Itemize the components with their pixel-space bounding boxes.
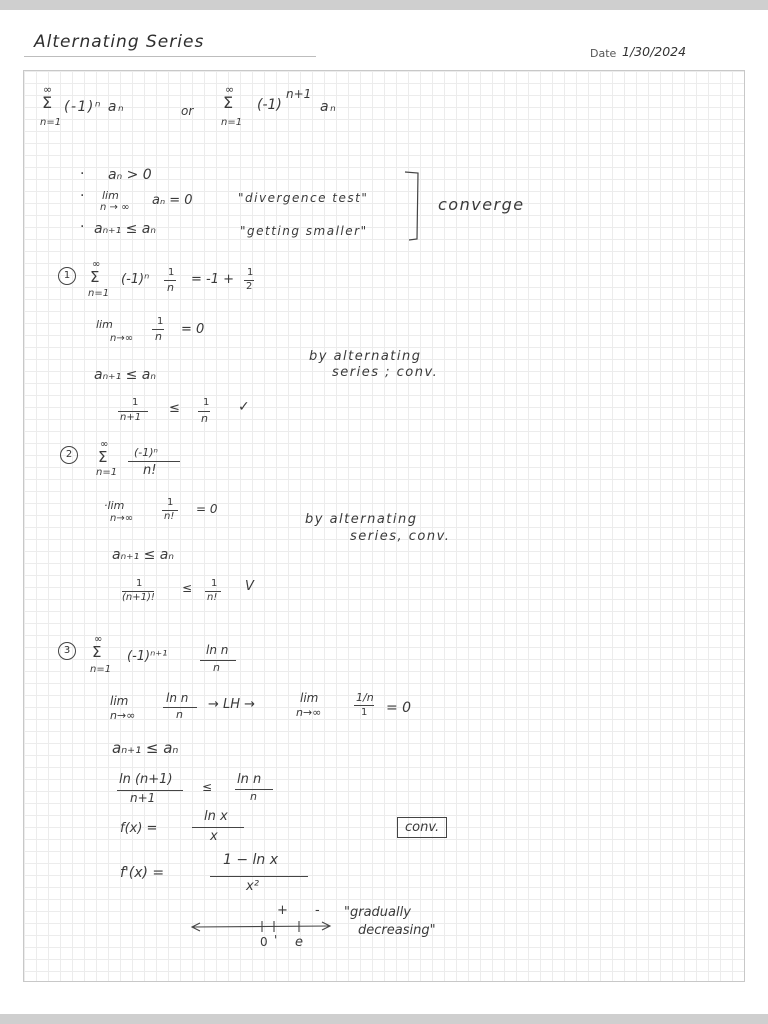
ex2-cmp-left-den: (n+1)! xyxy=(122,592,155,603)
ex1-expansion-num: 1 xyxy=(247,267,254,278)
ex3-compare: aₙ₊₁ ≤ aₙ xyxy=(112,739,179,757)
ex3-lim-den: n xyxy=(176,708,183,721)
ex3-conv-box: conv. xyxy=(397,817,447,838)
condition-lim: lim xyxy=(102,189,119,202)
ex1-frac-num: 1 xyxy=(168,267,175,278)
bullet-1: · xyxy=(80,166,85,182)
sign-plus: + xyxy=(277,903,288,918)
page-title: Alternating Series xyxy=(34,32,205,52)
ex1-cmp-right-den: n xyxy=(201,412,208,425)
title-underline xyxy=(24,56,316,57)
ex1-lim-eq: = 0 xyxy=(181,322,205,337)
intro-sigma-2: Σ xyxy=(223,93,234,112)
ex3-term: (-1)ⁿ⁺¹ xyxy=(127,649,168,664)
ex1-inf: ∞ xyxy=(92,259,101,270)
ex3-lim: lim xyxy=(110,694,129,708)
bottom-bar xyxy=(0,1014,768,1024)
ex1-lim-den: n xyxy=(155,330,162,343)
condition-limit-zero: aₙ = 0 xyxy=(152,193,193,208)
ex2-compare: aₙ₊₁ ≤ aₙ xyxy=(112,547,174,563)
ex3-lim2-sub: n→∞ xyxy=(296,706,322,719)
ex3-cmp-left-den: n+1 xyxy=(130,791,156,805)
ex2-cmp-le: ≤ xyxy=(182,581,193,595)
condition-decreasing: aₙ₊₁ ≤ aₙ xyxy=(94,221,156,237)
ex1-expansion: = -1 + xyxy=(191,272,235,287)
ex2-lim: ·lim xyxy=(104,499,125,512)
ex1-frac-den: n xyxy=(167,281,174,294)
ex3-n1: n=1 xyxy=(90,664,112,675)
converge-label: converge xyxy=(438,195,525,214)
ex1-term: (-1)ⁿ xyxy=(121,272,150,287)
tick-e: e xyxy=(295,935,303,950)
ex2-n1: n=1 xyxy=(96,467,118,478)
ex3-frac-den: n xyxy=(213,661,220,674)
condition-positive: aₙ > 0 xyxy=(108,167,152,183)
ex1-check-icon: ✓ xyxy=(238,399,250,415)
ex1-sigma: Σ xyxy=(90,268,100,286)
note-getting-smaller: "getting smaller" xyxy=(240,224,368,238)
intro-form-2-an: aₙ xyxy=(320,99,338,115)
bullet-2: · xyxy=(80,188,85,204)
ex1-compare: aₙ₊₁ ≤ aₙ xyxy=(94,367,156,383)
note-decreasing: decreasing" xyxy=(358,923,436,938)
ex1-lim-sub: n→∞ xyxy=(110,333,134,344)
ex3-fpx-num: 1 − ln x xyxy=(223,852,279,868)
tick-zero: 0 xyxy=(260,935,268,949)
ex3-lim2-num: 1/n xyxy=(356,691,374,704)
ex2-lim-eq: = 0 xyxy=(196,502,218,516)
intro-inf-2: ∞ xyxy=(225,83,235,96)
ex3-fx-num: ln x xyxy=(204,809,228,824)
example-1-number: 1 xyxy=(58,267,76,285)
sign-number-line xyxy=(24,71,744,981)
top-bar xyxy=(0,0,768,10)
note-gradually: "gradually xyxy=(344,905,411,920)
ex3-sigma: Σ xyxy=(92,643,102,661)
ex2-inf: ∞ xyxy=(100,439,109,450)
sign-minus: - xyxy=(315,903,320,918)
ex1-conclusion-1: by alternating xyxy=(309,349,422,364)
ex1-expansion-den: 2 xyxy=(246,281,253,292)
ex2-cmp-right-den: n! xyxy=(207,592,218,603)
intro-form-2-exp: n+1 xyxy=(286,87,312,101)
intro-or: or xyxy=(181,104,194,118)
ex2-conclusion-1: by alternating xyxy=(305,512,418,527)
ex3-frac-num: ln n xyxy=(206,643,229,657)
bullet-3: · xyxy=(80,219,85,235)
ex3-lhopital-arrow: → LH → xyxy=(208,697,256,712)
ex3-lim2-den: 1 xyxy=(361,707,368,718)
ex1-cmp-left-num: 1 xyxy=(132,397,139,408)
ex3-cmp-right-den: n xyxy=(250,790,257,803)
ex2-check-icon: V xyxy=(245,579,254,594)
grid-notes-page xyxy=(23,70,745,982)
ex3-lim2-eq: = 0 xyxy=(386,700,412,716)
intro-inf-1: ∞ xyxy=(43,83,53,96)
ex1-n1: n=1 xyxy=(88,288,110,299)
intro-form-2: (-1) xyxy=(257,97,282,113)
ex1-conclusion-2: series ; conv. xyxy=(332,365,439,380)
intro-form-1: (-1)ⁿ aₙ xyxy=(64,99,126,115)
ex1-lim-num: 1 xyxy=(157,316,164,327)
ex2-lim-den: n! xyxy=(164,511,175,522)
ex3-cmp-right-num: ln n xyxy=(237,772,262,787)
ex1-cmp-left-den: n+1 xyxy=(120,412,142,423)
ex2-frac-den: n! xyxy=(143,463,157,478)
ex3-f-prime: f'(x) = xyxy=(120,865,165,881)
ex3-cmp-le: ≤ xyxy=(202,780,213,794)
condition-lim-sub: n → ∞ xyxy=(100,202,130,213)
ex2-lim-num: 1 xyxy=(167,497,174,508)
ex1-cmp-le: ≤ xyxy=(169,401,180,416)
example-2-number: 2 xyxy=(60,446,78,464)
ex3-lim2: lim xyxy=(300,691,319,705)
intro-n1-1: n=1 xyxy=(40,117,62,128)
ex3-fpx-den: x² xyxy=(246,879,259,894)
ex3-lim-sub: n→∞ xyxy=(110,709,136,722)
ex2-sigma: Σ xyxy=(98,448,108,466)
date-label: Date xyxy=(590,47,617,60)
ex2-cmp-left-num: 1 xyxy=(136,578,143,589)
intro-sigma-1: Σ xyxy=(42,93,53,112)
example-3-number: 3 xyxy=(58,642,76,660)
ex2-lim-sub: n→∞ xyxy=(110,513,134,524)
ex3-lim-num: ln n xyxy=(166,691,189,705)
intro-n1-2: n=1 xyxy=(221,117,243,128)
ex2-frac-num: (-1)ⁿ xyxy=(134,446,158,459)
tick-one: ' xyxy=(274,933,278,947)
ex2-conclusion-2: series, conv. xyxy=(350,529,451,544)
ex1-cmp-right-num: 1 xyxy=(203,397,210,408)
ex3-f-of-x: f(x) = xyxy=(120,821,158,836)
ex1-lim: lim xyxy=(96,318,113,331)
date-value: 1/30/2024 xyxy=(622,44,687,59)
ex3-fx-den: x xyxy=(210,829,218,844)
ex2-cmp-right-num: 1 xyxy=(211,578,218,589)
note-divergence-test: "divergence test" xyxy=(238,191,369,205)
ex3-cmp-left-num: ln (n+1) xyxy=(119,772,173,787)
ex3-inf: ∞ xyxy=(94,634,103,645)
